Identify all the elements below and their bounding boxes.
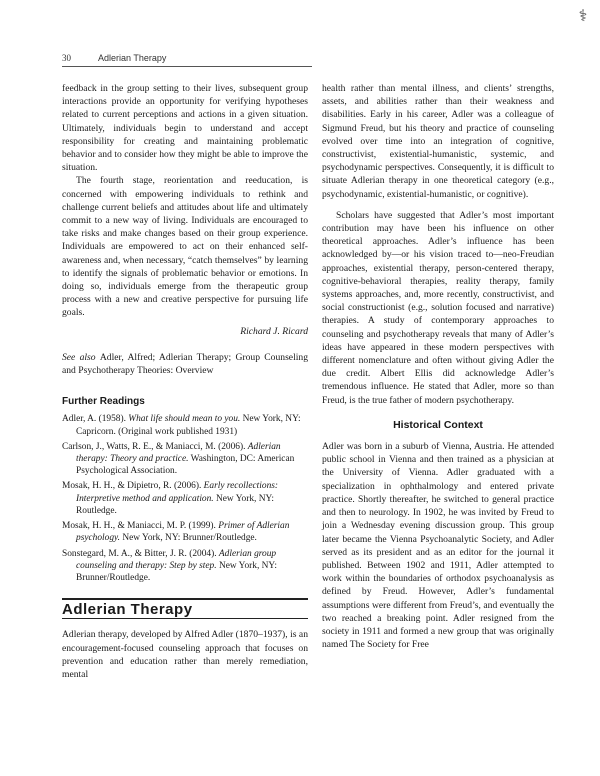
right-paragraph-1: health rather than mental illness, and clients’ strengths, assets, and abilities rather than their weakness and disabilities. Early in his career, Adler was a colleague of Sigmund Freud, but his theory and practice of counseling evolved over time into an integration of cognitive, constructivist, existential-humanistic, systemic, and psychodynamic perspectives. Consequently, it is difficult to situate Adlerian therapy in one theoretical category (e.g., psychodynamic, existential-humanistic, or cognitive).	[322, 83, 554, 200]
see-also-label: See also	[62, 351, 96, 363]
reference-item: Sonstegard, M. A., & Bitter, J. R. (2004). Adlerian group counseling and therapy: Step by step. New York, NY: Brunner/Routledge.	[62, 548, 277, 583]
author-signature: Richard J. Ricard	[240, 325, 308, 337]
left-paragraph-2: The fourth stage, reorientation and reeducation, is concerned with empowering individuals to rethink and challenge current beliefs and attitudes about life and ultimately commit to a new way of living. Individuals are encouraged to take risks and make changes based on their group experience. Individuals are empowered to act on their enhanced self-awareness and, when necessary, “catch themselves” by learning to identify the signals of problematic behavior or emotions. In doing so, individuals emerge from the therapeutic group process with a new and creative perspective for pursuing life goals.	[62, 175, 308, 319]
reference-item: Mosak, H. H., & Dipietro, R. (2006). Early recollections: Interpretive method and application. New York, NY: Routledge.	[62, 481, 279, 516]
left-paragraph-1: feedback in the group setting to their lives, subsequent group interactions provide an opportunity for verifying hypotheses related to current perceptions and actions in a given situation. Ultimately, individuals begin to understand and accept responsibility for creating and maintaining problematic behavior and to consider how they might be able to improve the situation.	[62, 83, 308, 174]
right-paragraph-2: Scholars have suggested that Adler’s most important contribution may have been his influence on other theoretical approaches. Adler’s influence has been acknowledged by—or his vision traced to—neo-Freudian approaches, existential therapy, person-centered therapy, cognitive-behavioral therapies, reality therapy, family systems approaches, and, more recently, constructivist, and social constructionist (e.g., solution focused and narrative) therapies. A study of contemporary approaches to counseling and psychotherapy reveals that many of Adler’s ideas have appeared in these modern perspectives with different nomenclature and often without giving Adler the due credit. Albert Ellis did acknowledge Adler’s tremendous influence. He stated that Adler, more so than Freud, is the true father of modern psychotherapy.	[322, 209, 554, 406]
corner-mark-icon: ⚕	[578, 8, 588, 25]
historical-context-heading: Historical Context	[393, 418, 483, 431]
reference-item: Mosak, H. H., & Maniacci, M. P. (1999). Primer of Adlerian psychology. New York, NY: Brunner/Routledge.	[62, 521, 290, 544]
page-number: 30	[62, 53, 71, 63]
running-head: Adlerian Therapy	[98, 53, 167, 63]
entry-rule-bottom	[62, 618, 308, 619]
further-readings-heading: Further Readings	[62, 396, 145, 408]
entry-paragraph: Adlerian therapy, developed by Alfred Adler (1870–1937), is an encouragement-focused counseling approach that focuses on prevention and education rather than merely remediation, mental	[62, 629, 308, 680]
right-paragraph-3: Adler was born in a suburb of Vienna, Austria. He attended public school in Vienna and then trained as a physician at the University of Vienna. Adler graduated with a specialization in ophthalmology and entered private practice. Shortly thereafter, he switched to general practice and then to neurology. In 1902, he was invited by Freud to join a Wednesday evening discussion group. This group later became the Vienna Psychoanalytic Society, and Adler served as its president and as an editor for the journal it published. Between 1902 and 1911, Adler attempted to work within the boundaries of orthodox psychoanalysis as defined by Freud. However, Adler’s fundamental assumptions were different from Freud’s, and eventually the two reached a breaking point. Adler resigned from the society in 1911 and formed a new group that was originally named The Society for Free	[322, 441, 554, 651]
left-column	[62, 82, 308, 681]
entry-title: Adlerian Therapy	[62, 601, 193, 619]
reference-item: Adler, A. (1958). What life should mean to you. New York, NY: Capricorn. (Original work published 1931)	[62, 414, 301, 437]
see-also-text: Adler, Alfred; Adlerian Therapy; Group Counseling and Psychotherapy Theories: Overview	[62, 351, 308, 377]
reference-list	[62, 413, 308, 584]
right-column	[322, 82, 554, 651]
reference-item: Carlson, J., Watts, R. E., & Maniacci, M. (2006). Adlerian therapy: Theory and practice. Washington, DC: American Psychological Association.	[62, 441, 295, 477]
see-also	[62, 351, 308, 377]
header-rule	[62, 66, 312, 67]
